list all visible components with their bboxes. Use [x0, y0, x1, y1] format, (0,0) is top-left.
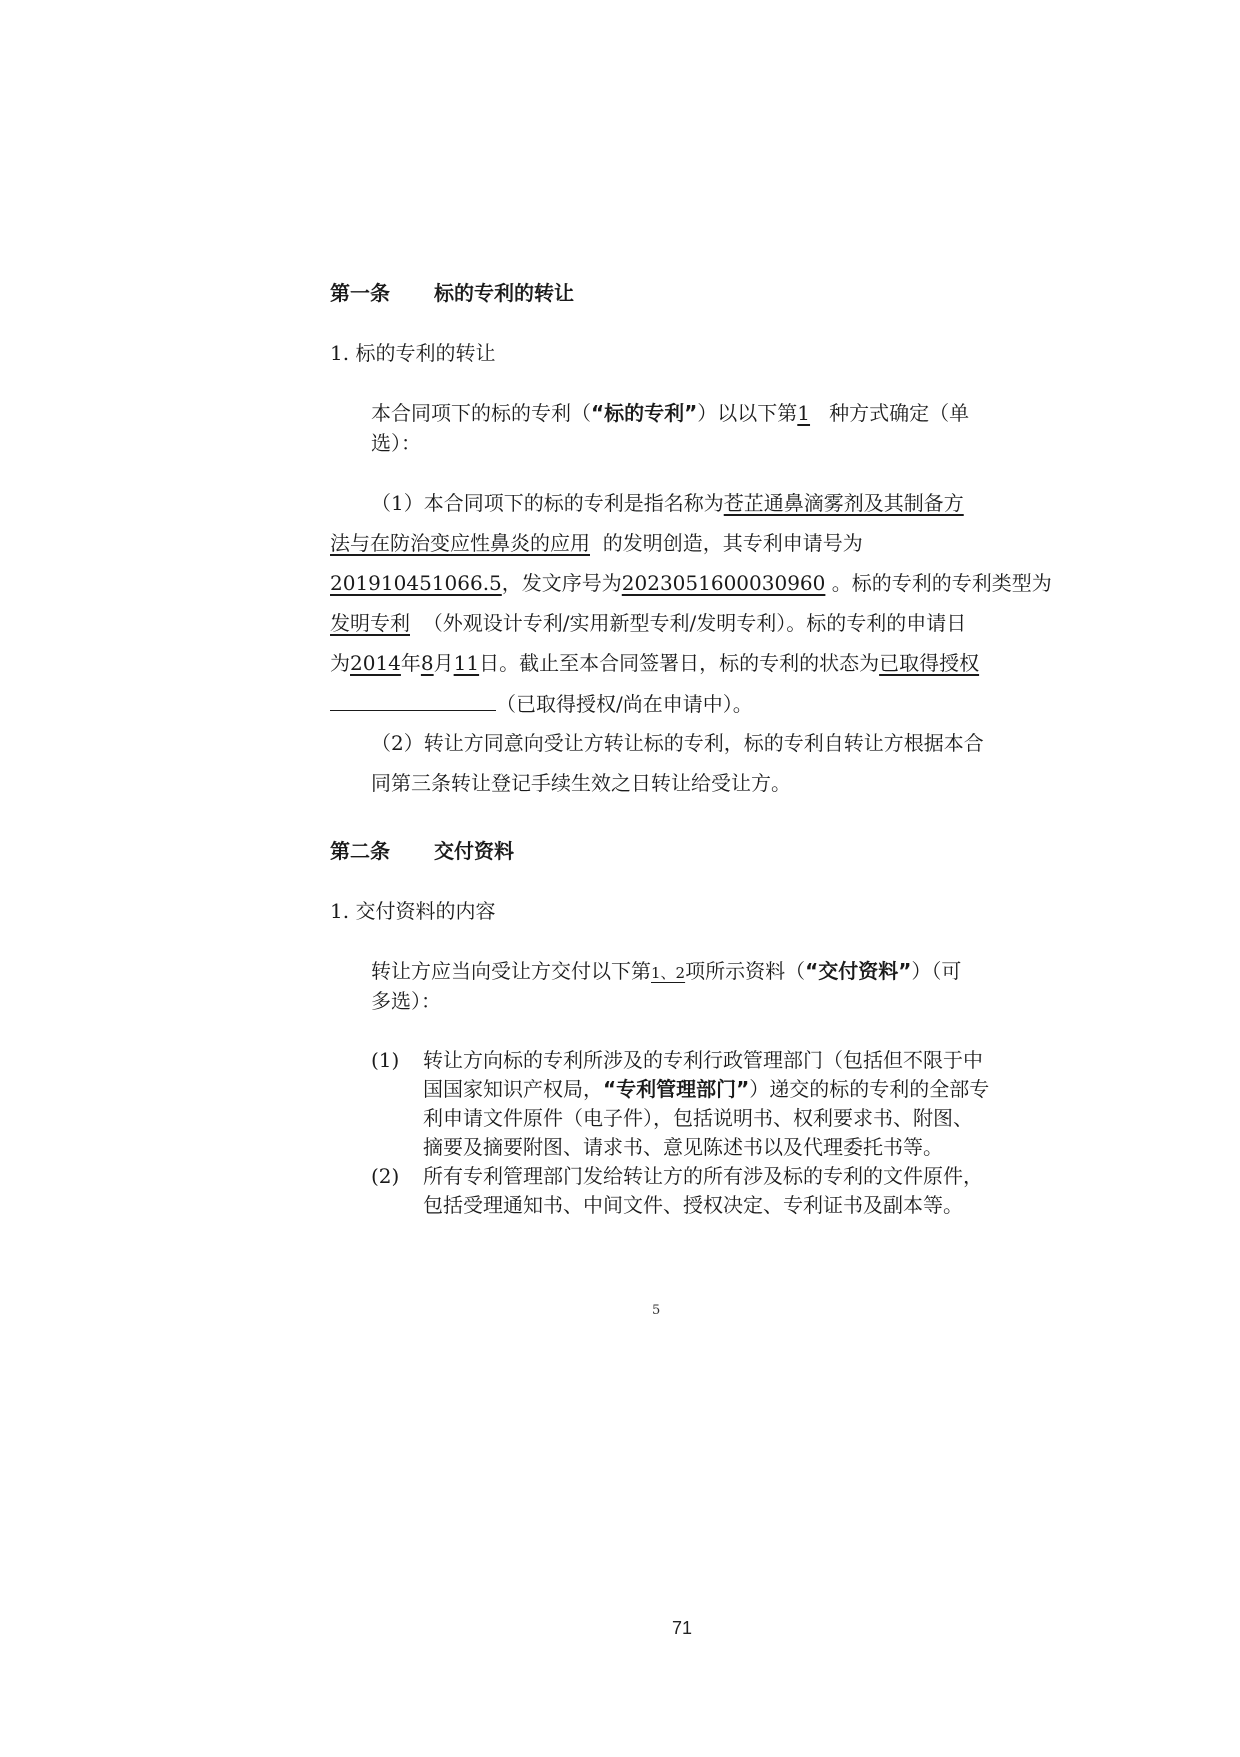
list-item-number: (1) — [371, 1048, 400, 1072]
inner-page-number: 5 — [652, 1303, 661, 1318]
item1-line1: （1）本合同项下的标的专利是指名称为苍芷通鼻滴雾剂及其制备方 — [371, 491, 964, 515]
application-day: 11 — [453, 651, 480, 675]
article1-heading — [330, 278, 574, 308]
materials-choice: 1、2 — [651, 964, 686, 982]
term-target-patent: “标的专利” — [591, 401, 698, 425]
patent-name-part1: 苍芷通鼻滴雾剂及其制备方 — [723, 491, 964, 515]
item1-line5: 为2014年8月11日。截止至本合同签署日，标的专利的状态为已取得授权 — [330, 651, 980, 675]
item2-line1: （2）转让方同意向受让方转让标的专利，标的专利自转让方根据本合 — [371, 731, 984, 755]
status-blank-line — [330, 688, 496, 711]
term-patent-authority: “专利管理部门” — [603, 1077, 750, 1101]
article2-heading-number: 第二条 — [330, 839, 390, 863]
list-item-number: (2) — [371, 1164, 400, 1188]
article1-subheading: 1. 标的专利的转让 — [330, 341, 496, 365]
article1-heading-number: 第一条 — [330, 281, 390, 305]
materials-list-item — [371, 1162, 1011, 1222]
article1-intro-line1: 本合同项下的标的专利（“标的专利”）以以下第1 种方式确定（单 — [371, 401, 970, 425]
application-year: 2014 — [350, 651, 401, 675]
item1-line2: 法与在防治变应性鼻炎的应用 的发明创造，其专利申请号为 — [330, 531, 863, 555]
article1-intro-line2: 选）： — [371, 431, 421, 455]
list-item-body: 所有专利管理部门发给转让方的所有涉及标的专利的文件原件， 包括受理通知书、中间文件、授权决定、专利证书及副本等。 — [423, 1164, 983, 1217]
item2-line2: 同第三条转让登记手续生效之日转让给受让方。 — [371, 771, 791, 795]
application-month: 8 — [420, 651, 434, 675]
dispatch-serial-number: 2023051600030960 — [621, 571, 826, 595]
method-choice: 1 — [797, 401, 811, 425]
patent-type: 发明专利 — [330, 611, 410, 635]
materials-list-item — [371, 1046, 1011, 1166]
article2-intro-line2: 多选）： — [371, 989, 441, 1013]
item1-line3: 201910451066.5，发文序号为2023051600030960 。标的专利的专利类型为 — [330, 571, 1052, 595]
list-item-body: 转让方向标的专利所涉及的专利行政管理部门（包括但不限于中 国国家知识产权局，“专利管理部门”）递交的标的专利的全部专 利申请文件原件（电子件），包括说明书、权利要求书、附图、 摘要及摘要附图、请求书、意见陈述书以及代理委托书等。 — [423, 1048, 990, 1159]
article2-intro-line1: 转让方应当向受让方交付以下第1、2项所示资料（“交付资料”）（可 — [371, 959, 962, 983]
patent-name-part2: 法与在防治变应性鼻炎的应用 — [330, 531, 590, 555]
item1-line4: 发明专利 （外观设计专利/实用新型专利/发明专利）。标的专利的申请日 — [330, 611, 967, 635]
patent-status: 已取得授权 — [879, 651, 980, 675]
item1-line6: （已取得授权/尚在申请中）。 — [330, 688, 753, 719]
article2-heading — [330, 836, 514, 866]
article2-subheading: 1. 交付资料的内容 — [330, 899, 496, 923]
article2-heading-title: 交付资料 — [434, 839, 514, 863]
term-delivery-materials: “交付资料” — [805, 959, 912, 983]
application-number: 201910451066.5 — [330, 571, 502, 595]
article1-heading-title: 标的专利的转让 — [434, 281, 574, 305]
outer-page-number: 71 — [672, 1618, 693, 1638]
